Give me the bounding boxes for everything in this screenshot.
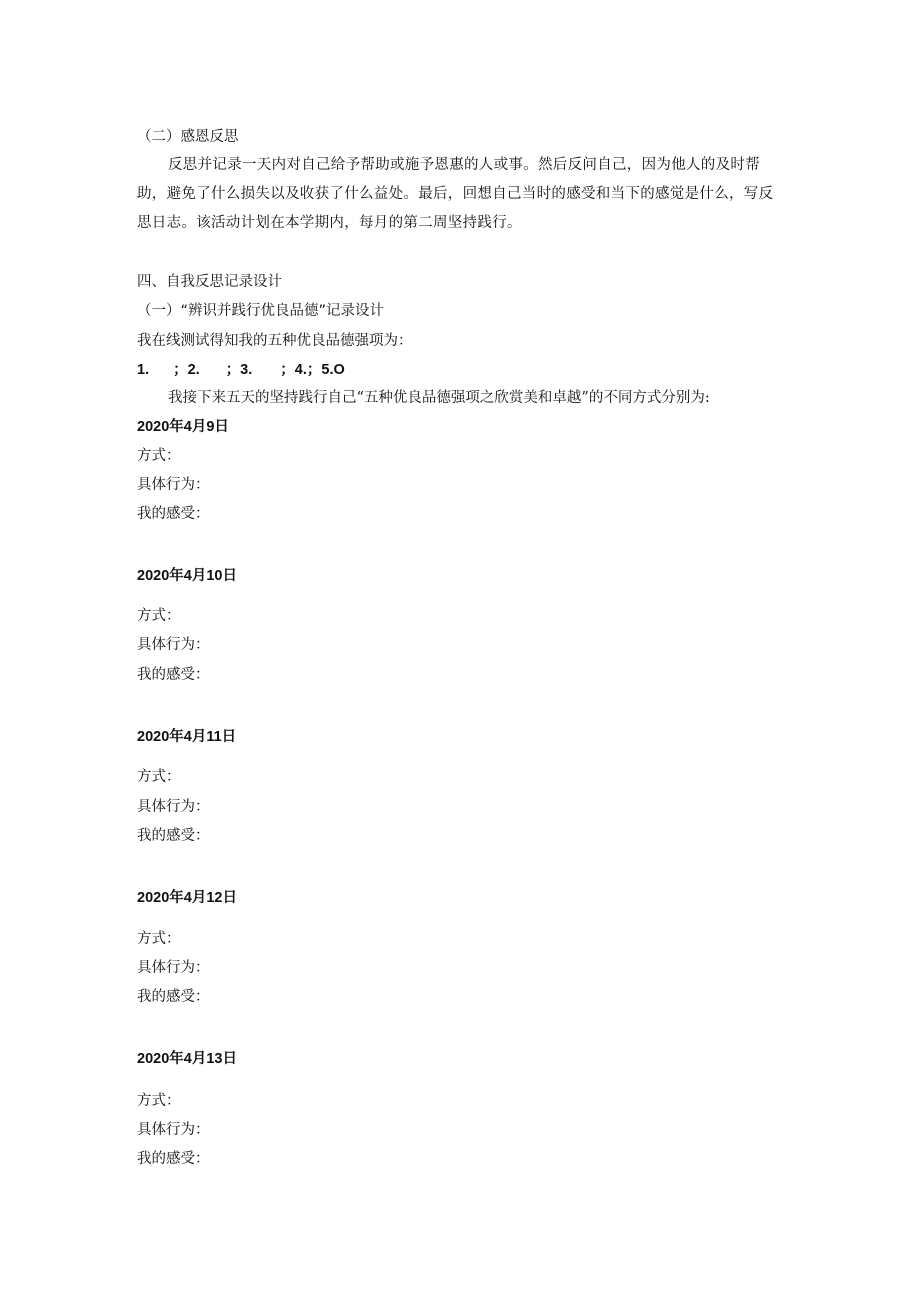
field-method-label: 方式： xyxy=(137,608,181,624)
field-feeling-label: 我的感受： xyxy=(137,989,210,1005)
plan-sentence: 我接下来五天的坚持践行自己“五种优良品德强项之欣赏美和卓越”的不同方式分别为: xyxy=(168,390,710,406)
strength-items-line xyxy=(137,360,345,380)
strength-item-4-5: ；4.；5.O xyxy=(280,362,345,378)
field-method-label: 方式： xyxy=(137,448,181,464)
day-date: 2020年4月12日 xyxy=(137,890,237,906)
strength-item-2: ；2. xyxy=(173,362,200,378)
field-method-label: 方式： xyxy=(137,931,181,947)
field-feeling-label: 我的感受： xyxy=(137,828,210,844)
field-behavior-label: 具体行为： xyxy=(137,477,210,493)
strength-item-3: ；3. xyxy=(225,362,253,378)
day-date: 2020年4月10日 xyxy=(137,568,237,584)
field-behavior-label: 具体行为： xyxy=(137,960,210,976)
field-behavior-label: 具体行为： xyxy=(137,799,210,815)
strengths-intro: 我在线测试得知我的五种优良品德强项为： xyxy=(137,333,413,349)
field-feeling-label: 我的感受： xyxy=(137,1151,210,1167)
day-date: 2020年4月9日 xyxy=(137,419,229,435)
day-date: 2020年4月13日 xyxy=(137,1051,237,1067)
section-heading-record: 四、自我反思记录设计 xyxy=(137,274,282,290)
day-date: 2020年4月11日 xyxy=(137,729,237,745)
field-method-label: 方式： xyxy=(137,1093,181,1109)
field-method-label: 方式： xyxy=(137,769,181,785)
field-feeling-label: 我的感受： xyxy=(137,506,210,522)
strength-item-1: 1. xyxy=(137,362,150,378)
field-feeling-label: 我的感受： xyxy=(137,667,210,683)
gratitude-paragraph: 反思并记录一天内对自己给予帮助或施予恩惠的人或事。然后反问自己，因为他人的及时帮助，避免了什么损失以及收获了什么益处。最后，回想自己当时的感受和当下的感觉是什么，写反思日志。该活动计划在本学期内，每月的第二周坚持践行。 xyxy=(137,157,774,231)
subsection-heading-virtues: （一）“辨识并践行优良品德”记录设计 xyxy=(137,303,385,319)
section-heading-gratitude: （二）感恩反思 xyxy=(137,129,239,145)
field-behavior-label: 具体行为： xyxy=(137,637,210,653)
field-behavior-label: 具体行为： xyxy=(137,1122,210,1138)
